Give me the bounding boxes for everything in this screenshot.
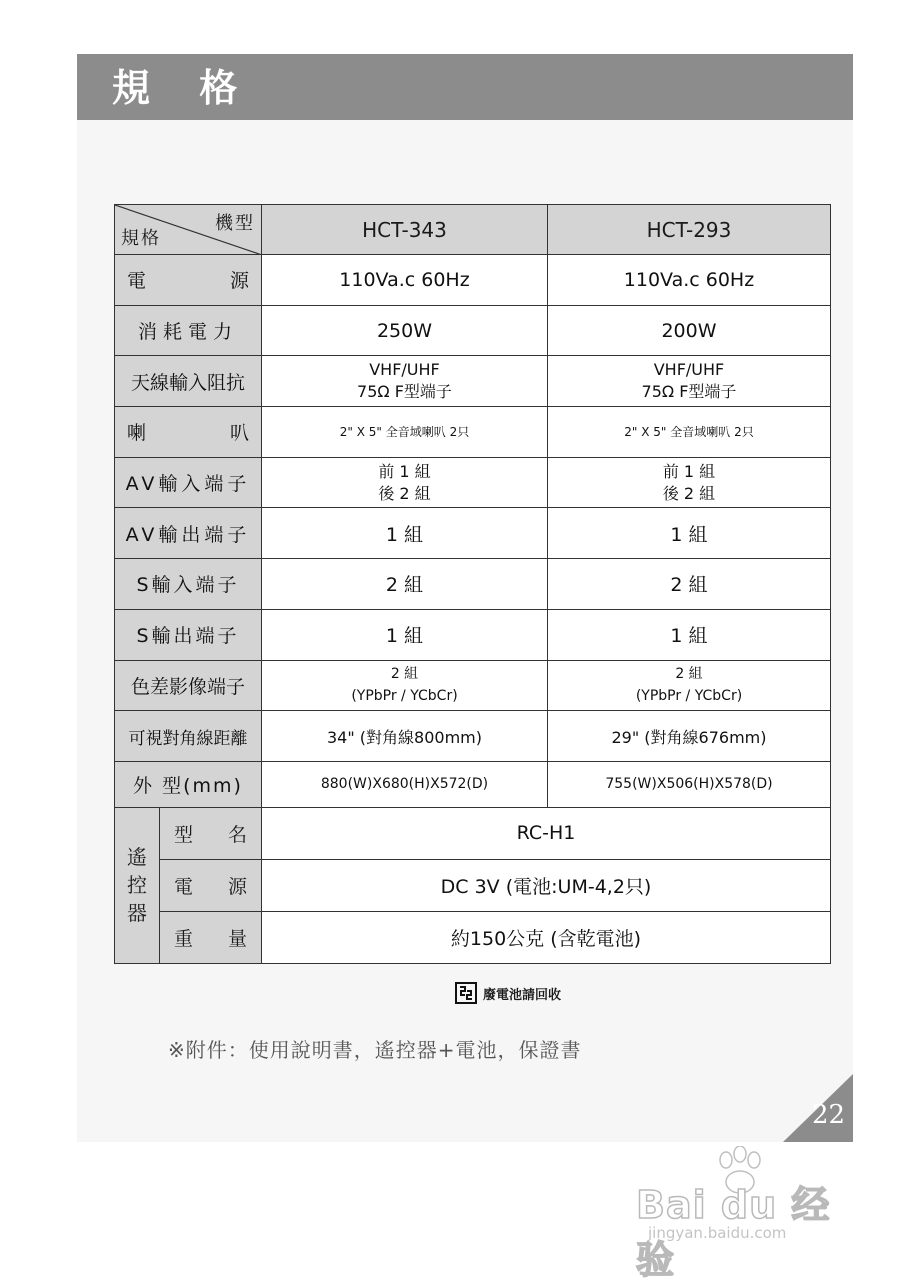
- table-row: [115, 911, 831, 963]
- row-label: AV輸入端子: [115, 457, 262, 508]
- table-row: [115, 305, 831, 356]
- accessories-note: ※附件：使用說明書，遙控器+電池，保證書: [168, 1038, 582, 1062]
- row-value-2: 2 組 (YPbPr / YCbCr): [548, 660, 831, 711]
- row-value-1: 1 組: [262, 508, 548, 559]
- table-row: [115, 356, 831, 407]
- row-label: S輸入端子: [115, 559, 262, 610]
- table-row: [115, 407, 831, 458]
- page-number: 22: [812, 1100, 846, 1130]
- table-row: [115, 559, 831, 610]
- row-value-1: 2" X 5" 全音域喇叭 2只: [262, 407, 548, 458]
- remote-row-label: 重 量: [160, 911, 262, 963]
- table-header-row: [115, 205, 831, 255]
- row-value-2: 755(W)X506(H)X578(D): [548, 761, 831, 807]
- row-value-2: VHF/UHF 75Ω F型端子: [548, 356, 831, 407]
- model-header-2: HCT-293: [548, 205, 831, 255]
- row-label: S輸出端子: [115, 609, 262, 660]
- row-value-1: 1 組: [262, 609, 548, 660]
- row-label: 喇 叭: [115, 407, 262, 458]
- row-value-2: 29" (對角線676mm): [548, 711, 831, 762]
- table-row: [115, 457, 831, 508]
- watermark-url: jingyan.baidu.com: [648, 1224, 787, 1242]
- table-row: [115, 761, 831, 807]
- remote-row-label: 電 源: [160, 859, 262, 911]
- table-row: [115, 660, 831, 711]
- row-value-1: 110Va.c 60Hz: [262, 255, 548, 306]
- table-row: [115, 807, 831, 859]
- table-row: [115, 859, 831, 911]
- row-label: 消耗電力: [115, 305, 262, 356]
- row-value-1: 250W: [262, 305, 548, 356]
- row-label: 外 型(mm): [115, 761, 262, 807]
- row-value-2: 2 組: [548, 559, 831, 610]
- remote-row-value: 約150公克 (含乾電池): [262, 911, 831, 963]
- row-label: AV輸出端子: [115, 508, 262, 559]
- row-value-2: 110Va.c 60Hz: [548, 255, 831, 306]
- row-value-2: 1 組: [548, 508, 831, 559]
- remote-row-value: DC 3V (電池:UM-4,2只): [262, 859, 831, 911]
- row-value-1: 2 組: [262, 559, 548, 610]
- remote-group-label: 遙 控 器: [115, 807, 160, 963]
- row-label: 天線輸入阻抗: [115, 356, 262, 407]
- row-value-1: VHF/UHF 75Ω F型端子: [262, 356, 548, 407]
- row-label: 電 源: [115, 255, 262, 306]
- recycle-text: 廢電池請回收: [483, 987, 562, 1003]
- table-row: [115, 255, 831, 306]
- spec-table: [114, 204, 831, 964]
- row-value-2: 1 組: [548, 609, 831, 660]
- corner-model-label: 機型: [215, 213, 255, 234]
- model-header-1: HCT-343: [262, 205, 548, 255]
- row-value-2: 2" X 5" 全音域喇叭 2只: [548, 407, 831, 458]
- remote-row-value: RC-H1: [262, 807, 831, 859]
- corner-cell: [115, 205, 262, 255]
- row-value-1: 880(W)X680(H)X572(D): [262, 761, 548, 807]
- recycle-notice: [455, 981, 561, 1005]
- baidu-watermark: [636, 1146, 850, 1282]
- recycle-icon: [455, 982, 477, 1004]
- corner-spec-label: 規格: [121, 228, 161, 249]
- table-row: [115, 508, 831, 559]
- table-row: [115, 711, 831, 762]
- row-value-2: 前 1 組 後 2 組: [548, 457, 831, 508]
- row-value-2: 200W: [548, 305, 831, 356]
- table-row: [115, 609, 831, 660]
- page-title: 規 格: [112, 66, 256, 110]
- remote-row-label: 型 名: [160, 807, 262, 859]
- row-label: 可視對角線距離: [115, 711, 262, 762]
- watermark-logo-text: Bai du 经验: [636, 1183, 831, 1282]
- row-value-1: 2 組 (YPbPr / YCbCr): [262, 660, 548, 711]
- row-label: 色差影像端子: [115, 660, 262, 711]
- row-value-1: 前 1 組 後 2 組: [262, 457, 548, 508]
- row-value-1: 34" (對角線800mm): [262, 711, 548, 762]
